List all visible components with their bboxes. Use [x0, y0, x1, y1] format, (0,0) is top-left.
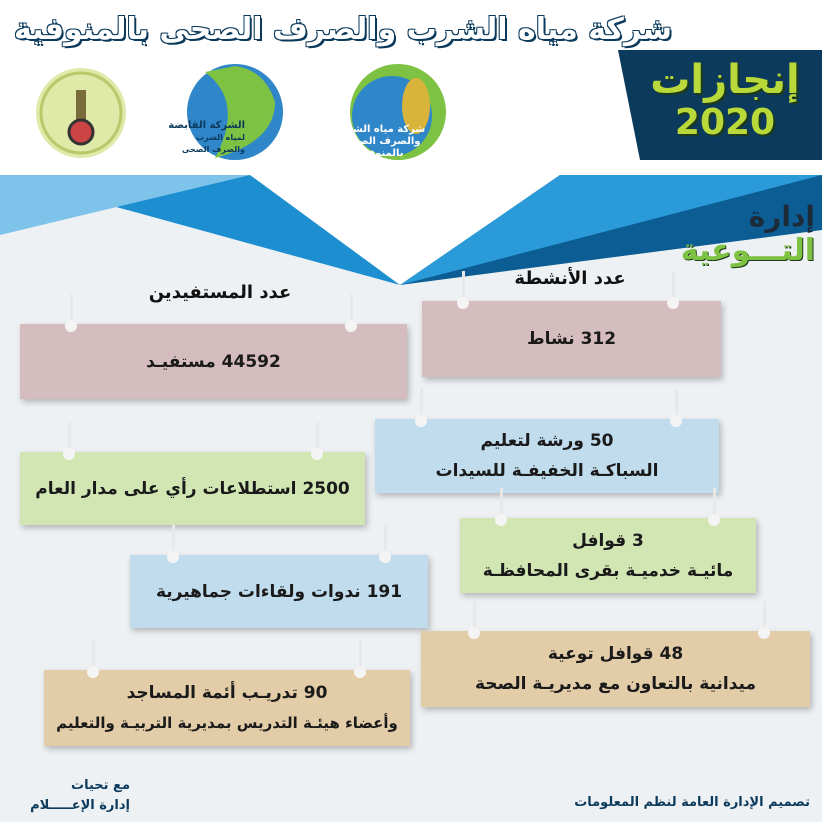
surveys-text: 2500 استطلاعات رأي على مدار العام [35, 478, 350, 499]
holding-logo-text-2: لمياه الشرب والصرف الصحى [181, 133, 245, 154]
department-line-2: التـــوعية [680, 233, 815, 268]
activities-header: عدد الأنشطة [514, 268, 626, 289]
holding-company-logo [165, 62, 291, 166]
awareness-line-1: 48 قوافل توعية [547, 644, 684, 664]
convoys-line-1: 3 قوافل [572, 530, 644, 551]
beneficiaries-header: عدد المستفيدين [148, 282, 292, 303]
holding-logo-text-1: الشركة القابضة [168, 120, 245, 131]
training-line-2: وأعضاء هيئـة التدريس بمديرية التربيـة والتعليم [56, 714, 398, 732]
training-line-1: 90 تدريـب أئمة المساجد [126, 683, 328, 703]
department-name [640, 200, 815, 268]
greeting-line-2: إدارة الإعـــــلام [30, 798, 130, 813]
beneficiaries-total-text: 44592 مستفيـد [146, 351, 281, 372]
footer-credit: تصميم الإدارة العامة لنظم المعلومات [574, 795, 810, 810]
activities-total-box [422, 301, 721, 377]
workshops-box [375, 419, 719, 493]
training-box [44, 670, 410, 746]
greeting-line-1: مع تحيات [71, 778, 130, 793]
footer-greeting [20, 776, 130, 816]
activities-total-text: 312 نشاط [526, 329, 617, 349]
seminars-text: 191 ندوات ولقاءات جماهيرية [155, 581, 403, 602]
achievements-label: إنجازات [650, 57, 800, 103]
seminars-box [130, 555, 428, 628]
workshops-line-2: السباكـة الخفيفـة للسيدات [435, 461, 659, 481]
department-line-1: إدارة [748, 200, 815, 233]
beneficiaries-total-box [20, 324, 407, 399]
workshops-line-1: 50 ورشة لتعليم [480, 431, 614, 451]
menoufia-logo-text-2: والصرف الصحى بالمنوفية [341, 136, 421, 159]
governorate-emblem-icon [36, 68, 126, 158]
awareness-line-2: ميدانية بالتعاون مع مديريـة الصحة [474, 674, 757, 694]
awareness-convoys-box [421, 631, 810, 707]
achievements-badge [640, 58, 810, 156]
surveys-box [20, 452, 365, 525]
menoufia-logo-text-1: شركة مياه الشرب [336, 124, 426, 135]
convoys-box [460, 518, 756, 593]
menoufia-company-logo [326, 62, 452, 166]
page-title: شركة مياه الشرب والصرف الصحى بالمنوفية [13, 12, 673, 47]
year-label: 2020 [674, 102, 776, 143]
convoys-line-2: مائيـة خدميـة بقرى المحافظـة [482, 560, 734, 581]
